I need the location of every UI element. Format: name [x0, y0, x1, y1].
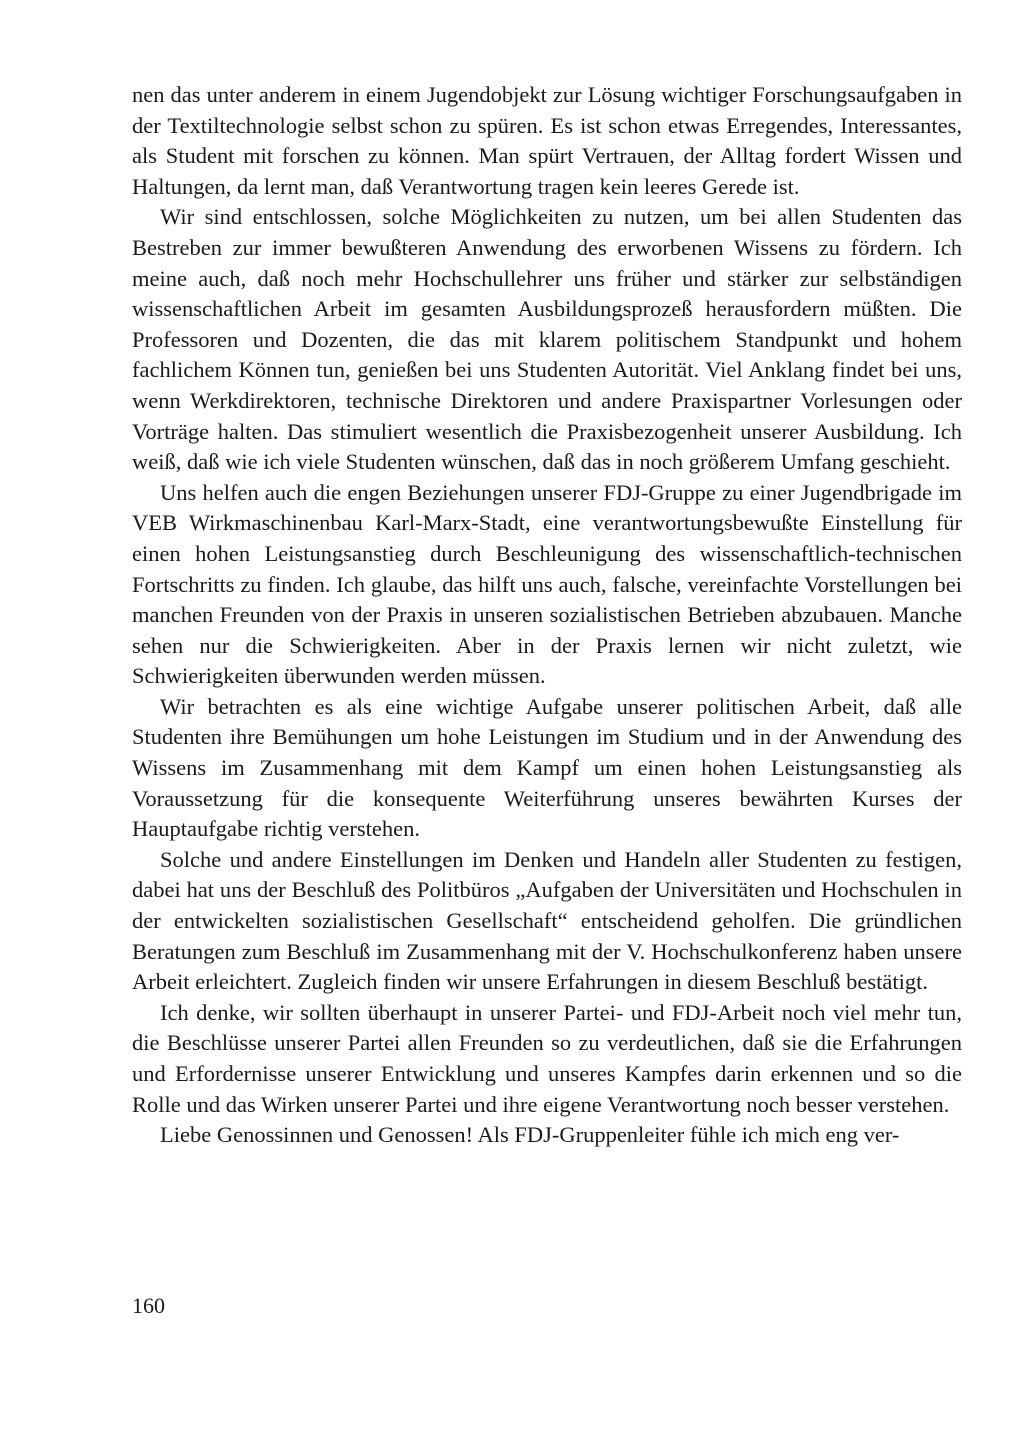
body-text: [132, 80, 962, 1151]
paragraph-6: Ich denke, wir sollten überhaupt in unserer Partei- und FDJ-Arbeit noch viel mehr tun, die Beschlüsse unserer Partei allen Freunden so zu verdeutlichen, daß sie die Erfahrungen und Erfordernisse unserer Entwicklung und unseres Kampfes darin erkennen und so die Rolle und das Wirken unserer Partei und ihre eigene Verantwortung noch besser verstehen.: [132, 999, 962, 1117]
paragraph-4: Wir betrachten es als eine wichtige Aufgabe unserer politischen Arbeit, daß alle Studenten ihre Bemühungen um hohe Leistungen im Studium und in der Anwendung des Wissens im Zusammenhang mit dem Kampf um einen hohen Leistungsanstieg als Voraussetzung für die konsequente Weiterführung unseres bewährten Kurses der Hauptaufgabe richtig verstehen.: [132, 693, 962, 842]
page-number: 160: [132, 1293, 165, 1318]
paragraph-2: Wir sind entschlossen, solche Möglichkeiten zu nutzen, um bei allen Studenten das Bestreben zur immer bewußteren Anwendung des erworbenen Wissens zu fördern. Ich meine auch, daß noch mehr Hochschullehrer uns früher und stärker zur selbständigen wissenschaftlichen Arbeit im gesamten Ausbildungsprozeß herausfordern müßten. Die Professoren und Dozenten, die das mit klarem politischem Standpunkt und hohem fachlichem Können tun, genießen bei uns Studenten Autorität. Viel Anklang findet bei uns, wenn Werkdirektoren, technische Direktoren und andere Praxispartner Vorlesungen oder Vorträge halten. Das stimuliert wesentlich die Praxisbezogenheit unserer Ausbildung. Ich weiß, daß wie ich viele Studenten wünschen, daß das in noch größerem Umfang geschieht.: [132, 204, 962, 475]
paragraph-5: Solche und andere Einstellungen im Denken und Handeln aller Studenten zu festigen, dabei hat uns der Beschluß des Politbüros „Aufgaben der Universitäten und Hochschulen in der entwickelten sozialistischen Gesellschaft“ entscheidend geholfen. Die gründlichen Beratungen zum Beschluß im Zusammenhang mit der V. Hochschulkonferenz haben unsere Arbeit erleichtert. Zugleich finden wir unsere Erfahrungen in diesem Beschluß bestätigt.: [132, 846, 962, 995]
paragraph-3: Uns helfen auch die engen Beziehungen unserer FDJ-Gruppe zu einer Jugendbrigade im VEB Wirkmaschinenbau Karl-Marx-Stadt, eine verantwortungsbewußte Einstellung für einen hohen Leistungsanstieg durch Beschleunigung des wissenschaftlich-technischen Fortschritts zu finden. Ich glaube, das hilft uns auch, falsche, vereinfachte Vorstellungen bei manchen Freunden von der Praxis in unseren sozialistischen Betrieben abzubauen. Manche sehen nur die Schwierigkeiten. Aber in der Praxis lernen wir nicht zuletzt, wie Schwierigkeiten überwunden werden müssen.: [132, 479, 962, 689]
paragraph-1: nen das unter anderem in einem Jugendobjekt zur Lösung wichtiger Forschungsaufgaben in der Textiltechnologie selbst schon zu spüren. Es ist schon etwas Erregendes, Interessantes, als Student mit forschen zu können. Man spürt Vertrauen, der Alltag fordert Wissen und Haltungen, da lernt man, daß Verantwortung tragen kein leeres Gerede ist.: [132, 82, 962, 199]
paragraph-7: Liebe Genossinnen und Genossen! Als FDJ-Gruppenleiter fühle ich mich eng ver-: [160, 1122, 900, 1148]
